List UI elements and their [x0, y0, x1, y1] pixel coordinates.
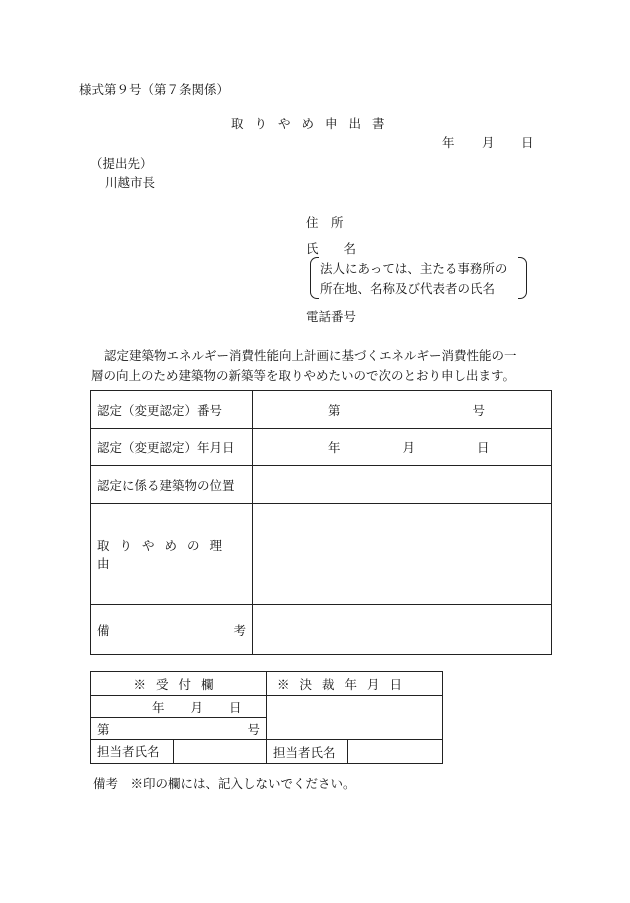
reception-date-day: 日 — [229, 699, 242, 715]
table-row — [91, 696, 443, 718]
form-title: 取りやめ申出書 — [231, 116, 396, 131]
table-row — [91, 429, 552, 466]
cert-date-year: 年 — [328, 440, 341, 455]
date-year: 年 — [442, 135, 455, 150]
body-line2: 層の向上のため建築物の新築等を取りやめたいので次のとおり申し出ます。 — [91, 368, 516, 383]
applicant-note-line2: 所在地、名称及び代表者の氏名 — [320, 281, 496, 296]
decision-staff-field[interactable] — [348, 740, 443, 764]
body-line1: 認定建築物エネルギー消費性能向上計画に基づくエネルギー消費性能の一 — [104, 348, 517, 363]
reception-staff-label: 担当者氏名 — [91, 740, 174, 763]
remarks-label — [91, 605, 253, 655]
decision-date-field[interactable] — [267, 696, 443, 740]
building-location-label: 認定に係る建築物の位置 — [91, 466, 253, 504]
cert-number-go: 号 — [472, 402, 486, 418]
reception-header: ※受付欄 — [91, 672, 267, 696]
main-table — [90, 390, 552, 655]
cert-date-field[interactable] — [253, 429, 552, 466]
withdrawal-reason-label: 取りやめの理由 — [91, 504, 253, 605]
addressee-name: 川越市長 — [105, 175, 156, 190]
table-row — [91, 740, 443, 764]
addressee-label: （提出先） — [90, 156, 153, 171]
table-row — [91, 672, 443, 696]
cert-number-field[interactable] — [253, 391, 552, 429]
cert-date-label: 認定（変更認定）年月日 — [91, 429, 253, 466]
table-row — [91, 605, 552, 655]
cert-number-label: 認定（変更認定）番号 — [91, 391, 253, 429]
form-number: 様式第９号（第７条関係） — [79, 82, 230, 97]
date-month: 月 — [482, 135, 495, 150]
applicant-address-label: 住 所 — [306, 215, 344, 230]
table-row — [91, 466, 552, 504]
remarks-field[interactable] — [253, 605, 552, 655]
withdrawal-reason-field[interactable] — [253, 504, 552, 605]
applicant-name-label: 氏 名 — [306, 241, 357, 256]
reception-date-field[interactable] — [91, 696, 267, 718]
date-day: 日 — [521, 135, 534, 150]
reception-date-month: 月 — [190, 699, 204, 715]
applicant-note-line1: 法人にあっては、主たる事務所の — [320, 261, 508, 276]
decision-date-header: ※決裁年月日 — [267, 672, 443, 696]
reception-staff-field[interactable] — [174, 740, 266, 763]
applicant-phone-label: 電話番号 — [306, 309, 357, 324]
reception-staff-cell — [91, 740, 267, 764]
office-use-table — [90, 671, 443, 764]
bracket-left — [310, 257, 319, 299]
reception-number-field[interactable] — [91, 718, 267, 740]
decision-staff-label: 担当者氏名 — [267, 740, 348, 764]
table-row — [91, 391, 552, 429]
cert-date-month: 月 — [402, 440, 416, 455]
reception-date-year: 年 — [152, 699, 165, 715]
table-row — [91, 504, 552, 605]
reception-number-go: 号 — [247, 721, 260, 737]
cert-number-dai: 第 — [328, 402, 341, 418]
remarks-label-a: 備 — [97, 622, 110, 638]
bracket-right — [518, 257, 527, 299]
cert-date-day: 日 — [477, 440, 490, 455]
footer-note: 備考 ※印の欄には、記入しないでください。 — [93, 776, 356, 791]
building-location-field[interactable] — [253, 466, 552, 504]
reception-number-dai: 第 — [97, 721, 110, 737]
remarks-label-b: 考 — [233, 622, 246, 638]
